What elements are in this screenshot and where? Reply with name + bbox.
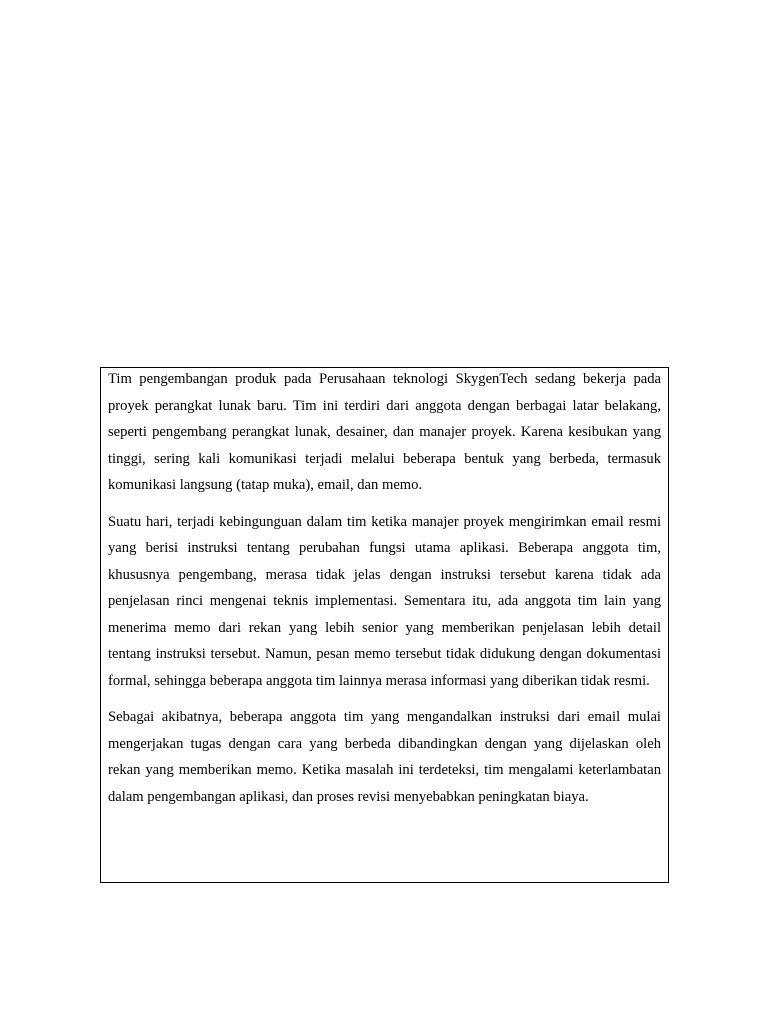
bordered-text-box [100,367,669,883]
paragraph-2: Suatu hari, terjadi kebingunguan dalam tim ketika manajer proyek mengirimkan email resmi yang berisi instruksi tentang perubahan fungsi utama aplikasi. Beberapa anggota tim, khususnya pengembang, merasa tidak jelas dengan instruksi tersebut karena tidak ada penjelasan rinci mengenai teknis implementasi. Sementara itu, ada anggota tim lain yang menerima memo dari rekan yang lebih senior yang memberikan penjelasan lebih detail tentang instruksi tersebut. Namun, pesan memo tersebut tidak didukung dengan dokumentasi formal, sehingga beberapa anggota tim lainnya merasa informasi yang diberikan tidak resmi. [108,513,661,689]
paragraph-3: Sebagai akibatnya, beberapa anggota tim yang mengandalkan instruksi dari email mulai mengerjakan tugas dengan cara yang berbeda dibandingkan dengan yang dijelaskan oleh rekan yang memberikan memo. Ketika masalah ini terdeteksi, tim mengalami keterlambatan dalam pengembangan aplikasi, dan proses revisi menyebabkan peningkatan biaya. [108,709,661,805]
paragraph-1: Tim pengembangan produk pada Perusahaan teknologi SkygenTech sedang bekerja pada proyek perangkat lunak baru. Tim ini terdiri dari anggota dengan berbagai latar belakang, seperti pengembang perangkat lunak, desainer, dan manajer proyek. Karena kesibukan yang tinggi, sering kali komunikasi terjadi melalui beberapa bentuk yang berbeda, termasuk komunikasi langsung (tatap muka), email, dan memo. [108,371,661,493]
